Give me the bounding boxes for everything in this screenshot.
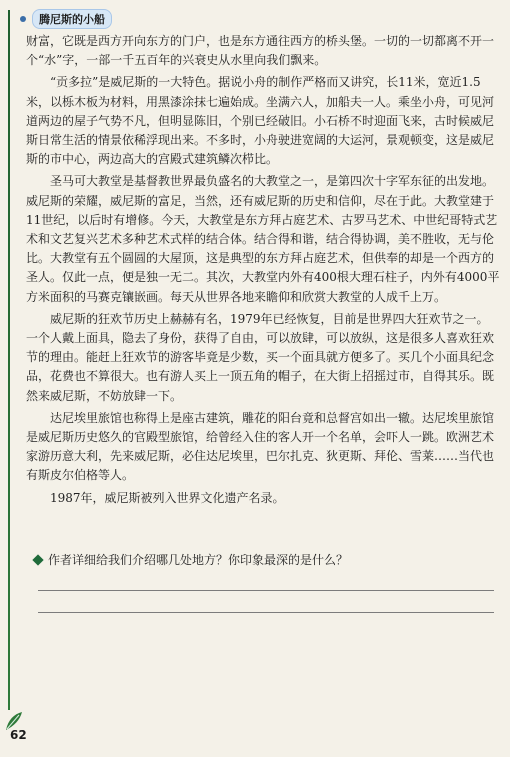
answer-line-1[interactable] (38, 590, 494, 591)
header-bullet-icon (20, 16, 26, 22)
article-body (26, 32, 500, 511)
page-number: 62 (10, 728, 27, 742)
header-title: 腾尼斯的小船 (32, 9, 112, 29)
paragraph-5: 达尼埃里旅馆也称得上是座古建筑，雕花的阳台竟和总督宫如出一辙。达尼埃里旅馆是威尼斯历史悠久的官殿型旅馆，给曾经入住的客人开一个名单，会吓人一跳。欧洲艺术家游历意大利，先来威尼斯，必住达尼埃里，巴尔扎克、狄更斯、拜伦、雪莱……当代也有斯皮尔伯格等人。 (26, 410, 495, 483)
left-margin-rule (8, 10, 10, 710)
exercise-question (34, 552, 494, 568)
answer-line-2[interactable] (38, 612, 494, 613)
paragraph-4: 威尼斯的狂欢节历史上赫赫有名，1979年已经恢复，目前是世界四大狂欢节之一。一个人戴上面具，隐去了身份，获得了自由，可以放肆，可以放纵，这是很多人喜欢狂欢节的理由。能赶上狂欢节的游客毕竟是少数，买一个面具就方便多了。买几个小面具纪念品，花费也不算很大。也有游人买上一顶五角的帽子，在大街上招摇过市，自得其乐。既然来威尼斯，不妨放肆一下。 (26, 311, 495, 403)
paragraph-6: 1987年，威尼斯被列入世界文化遗产名录。 (50, 490, 285, 505)
running-header (20, 10, 112, 28)
paragraph-2: “贡多拉”是威尼斯的一大特色。据说小舟的制作严格而又讲究，长11米，宽近1.5米，以栎木板为材料，用黑漆涂抹七遍始成。坐满六人，加船夫一人。乘坐小舟，可见河道两边的屋子气势不凡，但明显陈旧，个别已经破旧。小石桥不时迎面飞来，古时候威尼斯日常生活的情景依稀浮现出来。不多时，小舟驶进宽阔的大运河，景观顿变，这是威尼斯的市中心，两边高大的宫殿式建筑鳞次栉比。 (26, 75, 495, 167)
paragraph-3: 圣马可大教堂是基督教世界最负盛名的大教堂之一，是第四次十字军东征的出发地。威尼斯的荣耀，威尼斯的富足，当然，还有威尼斯的历史和信仰，尽在于此。大教堂建于11世纪，以后时有增修。今天，大教堂是东方拜占庭艺术、古罗马艺术、中世纪哥特式艺术和文艺复兴艺术多种艺术式样的结合体。结合得和谐，结合得协调，美不胜收，无与伦比。大教堂有五个圆圆的大屋顶，这是典型的东方拜占庭艺术，但供奉的却是一个西方的圣人。仅此一点，便是独一无二。其次，大教堂内外有400根大理石柱子，内外有4000平方米面积的马赛克镶嵌画。每天从世界各地来瞻仰和欣赏大教堂的人成千上万。 (26, 174, 500, 304)
answer-area[interactable] (38, 580, 494, 620)
question-text: 作者详细给我们介绍哪几处地方？你印象最深的是什么？ (48, 553, 349, 567)
diamond-bullet-icon (32, 554, 43, 565)
paragraph-1: 财富，它既是西方开向东方的门户，也是东方通往西方的桥头堡。一切的一切都离不开一个“水”字，一部一千五百年的兴衰史从水里向我们飘来。 (26, 34, 495, 68)
